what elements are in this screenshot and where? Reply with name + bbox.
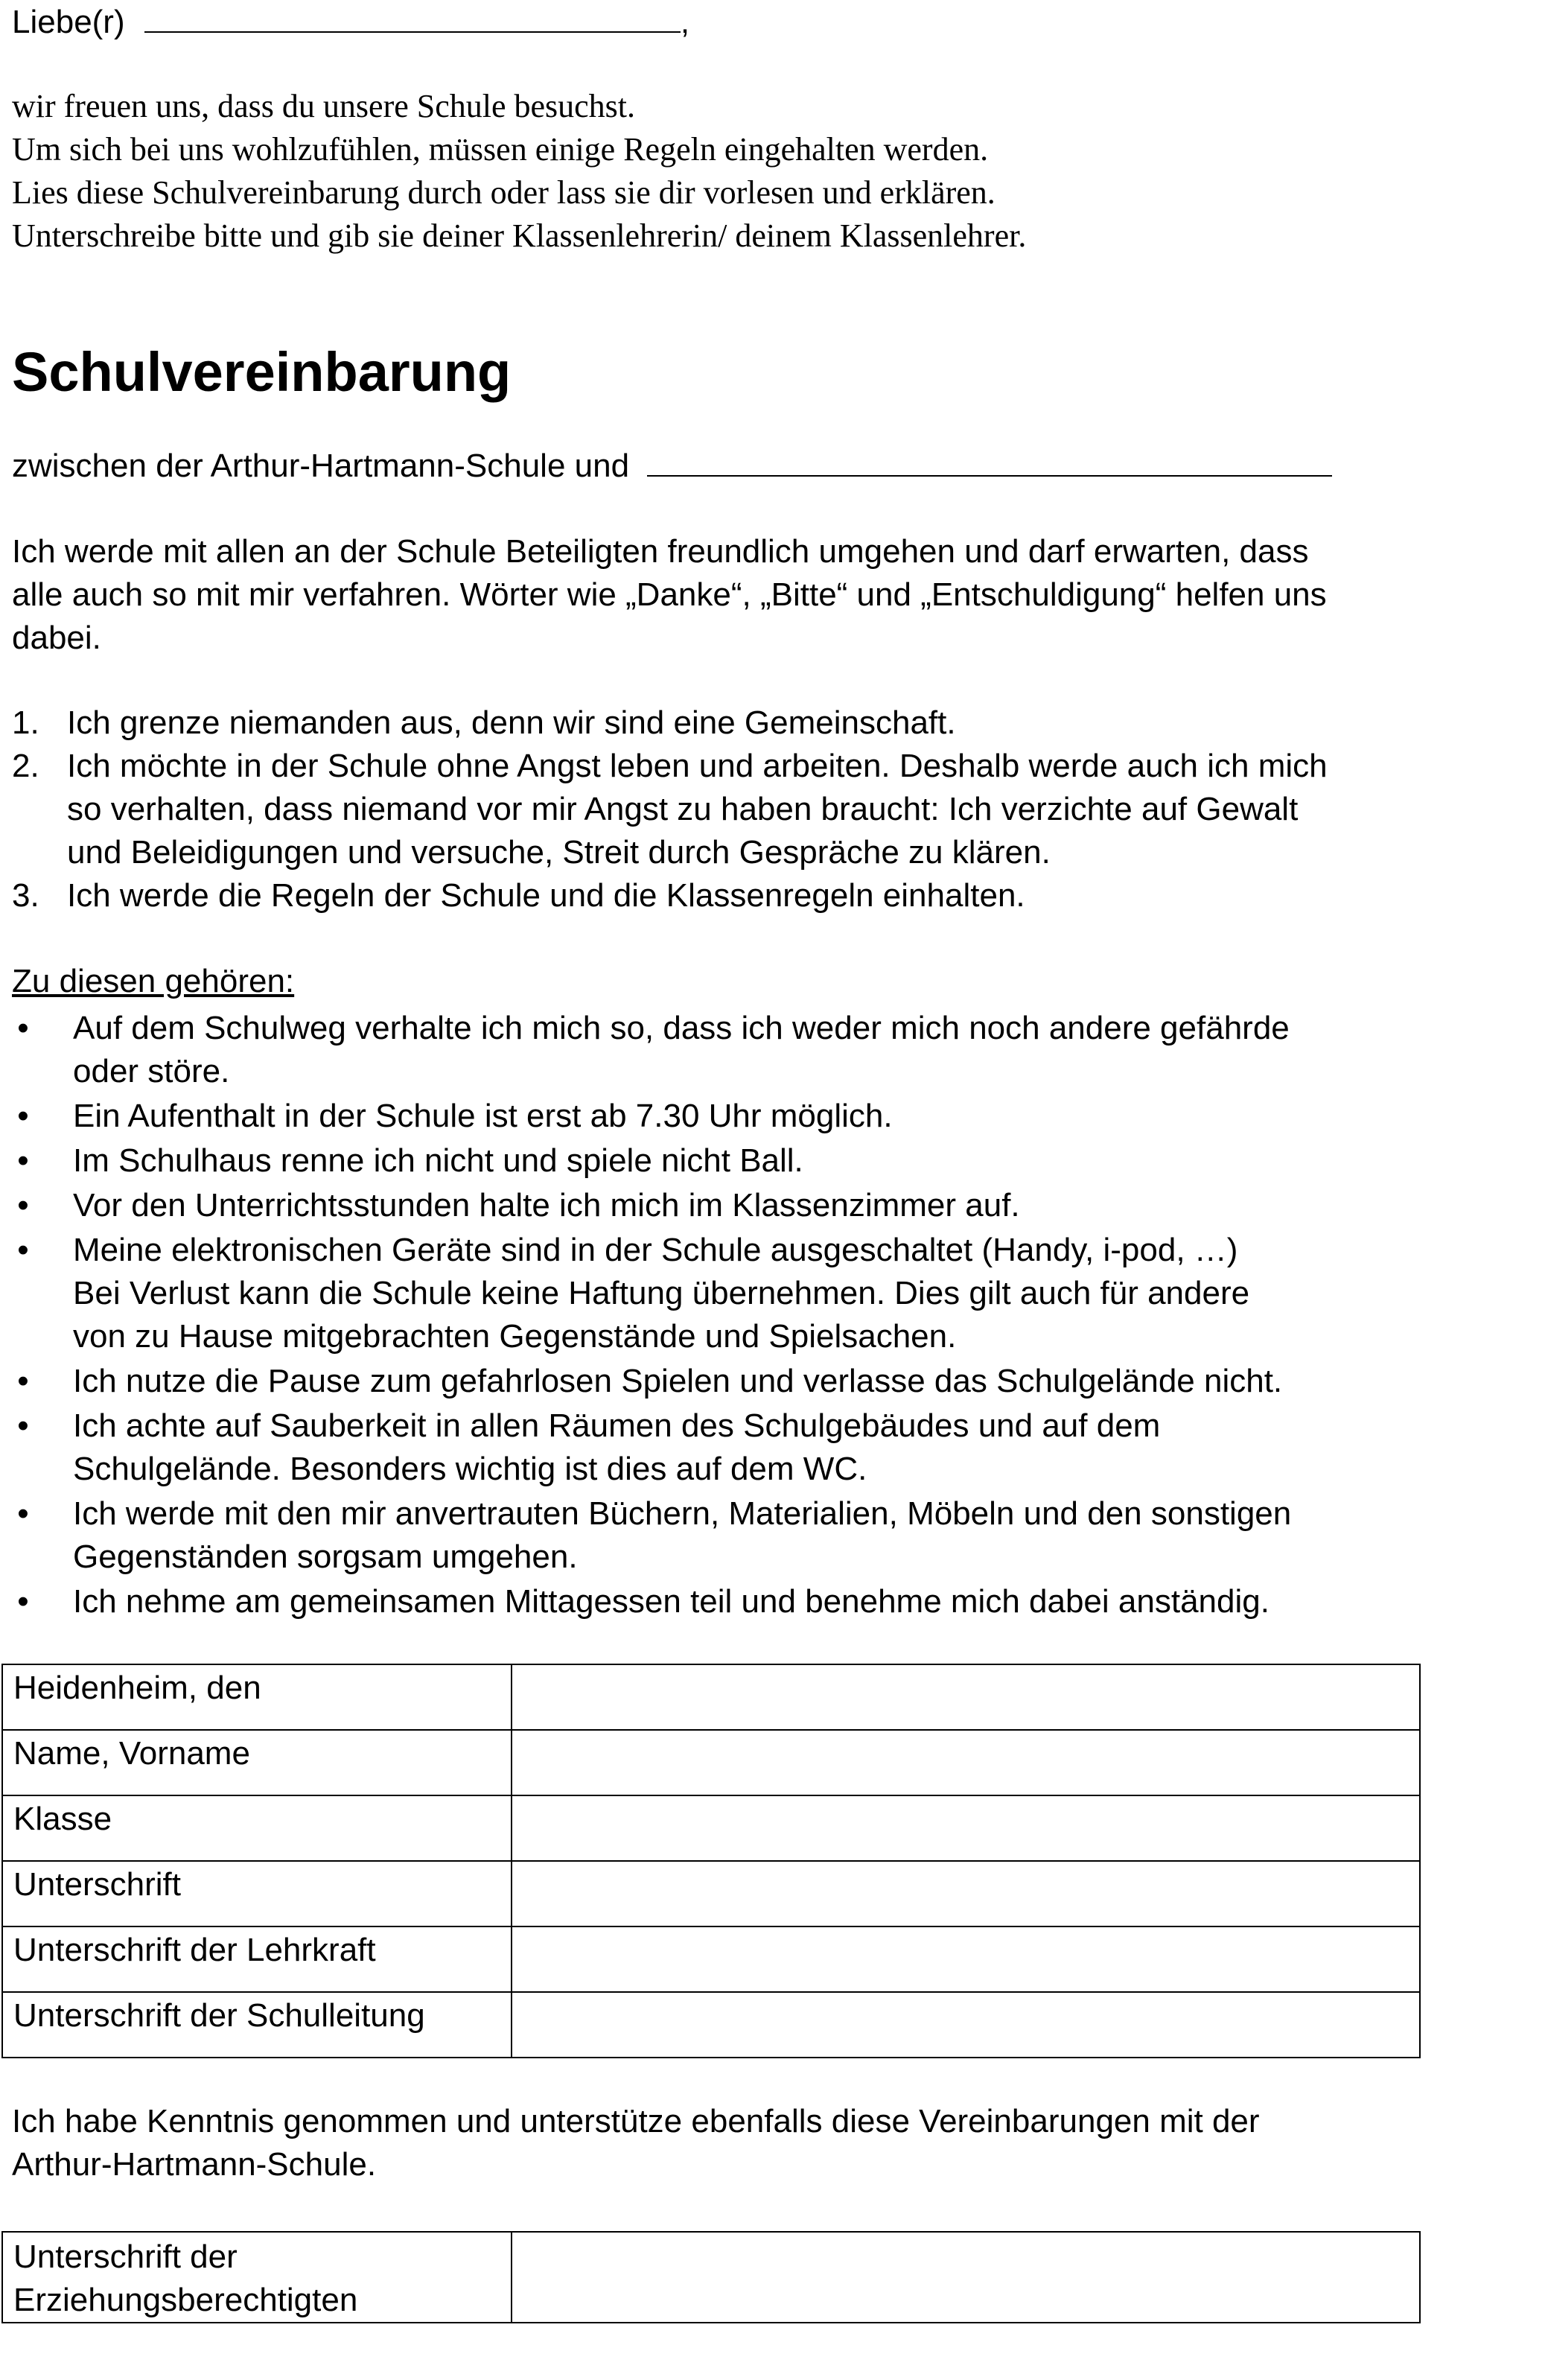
table-row bbox=[2, 1926, 1420, 1992]
bullet-item bbox=[12, 1492, 1291, 1579]
bullet-icon: • bbox=[17, 1232, 29, 1268]
bullet-text: Im Schulhaus renne ich nicht und spiele nicht Ball. bbox=[73, 1142, 803, 1179]
bullet-text: Ein Aufenthalt in der Schule ist erst ab 7.30 Uhr möglich. bbox=[73, 1098, 893, 1134]
table-row bbox=[2, 1730, 1420, 1795]
row-label bbox=[2, 2232, 512, 2323]
principal-signature-field[interactable] bbox=[512, 1992, 1420, 2058]
bullet-text: Bei Verlust kann die Schule keine Haftung übernehmen. Dies gilt auch für andere bbox=[73, 1275, 1250, 1311]
numbered-item bbox=[12, 874, 1328, 917]
guardian-signature-table bbox=[1, 2231, 1421, 2323]
intro-text bbox=[12, 85, 1026, 258]
bullet-text: Ich achte auf Sauberkeit in allen Räumen des Schulgebäudes und auf dem bbox=[73, 1407, 1161, 1444]
bullet-text: Auf dem Schulweg verhalte ich mich so, dass ich weder mich noch andere gefährde bbox=[73, 1010, 1290, 1046]
student-name-blank[interactable] bbox=[647, 447, 1332, 477]
acknowledgement-text bbox=[12, 2100, 1260, 2186]
row-label: Klasse bbox=[2, 1795, 512, 1861]
row-label: Name, Vorname bbox=[2, 1730, 512, 1795]
signature-table bbox=[1, 1664, 1421, 2058]
rules-bullet-list bbox=[12, 1007, 1291, 1625]
bullet-text: Gegenständen sorgsam umgehen. bbox=[73, 1539, 578, 1575]
salutation: Liebe(r) bbox=[12, 4, 125, 40]
intro-line: Um sich bei uns wohlzufühlen, müssen einige Regeln eingehalten werden. bbox=[12, 131, 989, 168]
bullet-item bbox=[12, 1184, 1291, 1227]
student-signature-field[interactable] bbox=[512, 1861, 1420, 1926]
greeting-line bbox=[12, 0, 689, 45]
bullet-text: Ich nehme am gemeinsamen Mittagessen teil und benehme mich dabei anständig. bbox=[73, 1583, 1270, 1620]
row-label-line: Unterschrift der bbox=[13, 2239, 238, 2275]
table-row bbox=[2, 2232, 1420, 2323]
bullet-text: oder störe. bbox=[73, 1053, 230, 1089]
bullet-icon: • bbox=[17, 1142, 29, 1179]
bullet-text: Vor den Unterrichtsstunden halte ich mich im Klassenzimmer auf. bbox=[73, 1187, 1020, 1224]
item-number: 1. bbox=[12, 704, 39, 741]
name-field[interactable] bbox=[512, 1730, 1420, 1795]
bullet-item bbox=[12, 1580, 1291, 1623]
table-row bbox=[2, 1795, 1420, 1861]
bullet-icon: • bbox=[17, 1187, 29, 1224]
bullet-item bbox=[12, 1360, 1291, 1403]
bullet-item bbox=[12, 1139, 1291, 1183]
bullet-text: von zu Hause mitgebrachten Gegenstände und Spielsachen. bbox=[73, 1318, 957, 1355]
numbered-item bbox=[12, 745, 1328, 874]
row-label: Heidenheim, den bbox=[2, 1664, 512, 1730]
date-field[interactable] bbox=[512, 1664, 1420, 1730]
item-text: Ich werde die Regeln der Schule und die Klassenregeln einhalten. bbox=[67, 877, 1025, 914]
bullet-text: Ich werde mit den mir anvertrauten Büchern, Materialien, Möbeln und den sonstigen bbox=[73, 1495, 1292, 1532]
salutation-comma: , bbox=[680, 4, 690, 40]
bullet-item bbox=[12, 1404, 1291, 1491]
bullet-icon: • bbox=[17, 1098, 29, 1134]
row-label: Unterschrift bbox=[2, 1861, 512, 1926]
row-label: Unterschrift der Lehrkraft bbox=[2, 1926, 512, 1992]
guardian-signature-field[interactable] bbox=[512, 2232, 1420, 2323]
item-number: 3. bbox=[12, 877, 39, 914]
intro-line: Lies diese Schulvereinbarung durch oder lass sie dir vorlesen und erklären. bbox=[12, 174, 996, 211]
bullet-icon: • bbox=[17, 1407, 29, 1444]
table-row bbox=[2, 1992, 1420, 2058]
rules-heading: Zu diesen gehören: bbox=[12, 963, 295, 999]
class-field[interactable] bbox=[512, 1795, 1420, 1861]
acknowledgement-line: Ich habe Kenntnis genommen und unterstütze ebenfalls diese Vereinbarungen mit der bbox=[12, 2103, 1260, 2139]
bullet-item bbox=[12, 1229, 1291, 1358]
item-text: Ich grenze niemanden aus, denn wir sind eine Gemeinschaft. bbox=[67, 704, 956, 741]
respect-paragraph bbox=[12, 530, 1501, 660]
bullet-icon: • bbox=[17, 1583, 29, 1620]
paragraph-line: alle auch so mit mir verfahren. Wörter wie „Danke“, „Bitte“ und „Entschuldigung“ helfen uns bbox=[12, 576, 1327, 613]
bullet-text: Schulgelände. Besonders wichtig ist dies auf dem WC. bbox=[73, 1451, 867, 1487]
table-row bbox=[2, 1664, 1420, 1730]
teacher-signature-field[interactable] bbox=[512, 1926, 1420, 1992]
bullet-icon: • bbox=[17, 1363, 29, 1399]
intro-line: Unterschreibe bitte und gib sie deiner Klassenlehrerin/ deinem Klassenlehrer. bbox=[12, 217, 1027, 254]
recipient-name-blank[interactable] bbox=[144, 3, 681, 33]
bullet-icon: • bbox=[17, 1495, 29, 1532]
bullet-icon: • bbox=[17, 1010, 29, 1046]
row-label-line: Erziehungsberechtigten bbox=[13, 2282, 358, 2318]
item-text: und Beleidigungen und versuche, Streit durch Gespräche zu klären. bbox=[67, 834, 1051, 871]
acknowledgement-line: Arthur-Hartmann-Schule. bbox=[12, 2146, 377, 2183]
agreement-parties bbox=[12, 444, 1332, 489]
paragraph-line: Ich werde mit allen an der Schule Beteiligten freundlich umgehen und darf erwarten, dass bbox=[12, 533, 1309, 570]
item-text: so verhalten, dass niemand vor mir Angst zu haben braucht: Ich verzichte auf Gewalt bbox=[67, 791, 1299, 827]
numbered-list bbox=[12, 701, 1328, 917]
item-text: Ich möchte in der Schule ohne Angst leben und arbeiten. Deshalb werde auch ich mich bbox=[67, 748, 1328, 784]
numbered-item bbox=[12, 701, 1328, 745]
bullet-item bbox=[12, 1095, 1291, 1138]
bullet-item bbox=[12, 1007, 1291, 1093]
table-row bbox=[2, 1861, 1420, 1926]
intro-line: wir freuen uns, dass du unsere Schule besuchst. bbox=[12, 88, 636, 124]
paragraph-line: dabei. bbox=[12, 620, 101, 656]
row-label: Unterschrift der Schulleitung bbox=[2, 1992, 512, 2058]
document-title: Schulvereinbarung bbox=[12, 341, 512, 403]
bullet-text: Ich nutze die Pause zum gefahrlosen Spielen und verlasse das Schulgelände nicht. bbox=[73, 1363, 1283, 1399]
parties-text: zwischen der Arthur-Hartmann-Schule und bbox=[12, 448, 630, 484]
bullet-text: Meine elektronischen Geräte sind in der Schule ausgeschaltet (Handy, i-pod, …) bbox=[73, 1232, 1238, 1268]
item-number: 2. bbox=[12, 748, 39, 784]
